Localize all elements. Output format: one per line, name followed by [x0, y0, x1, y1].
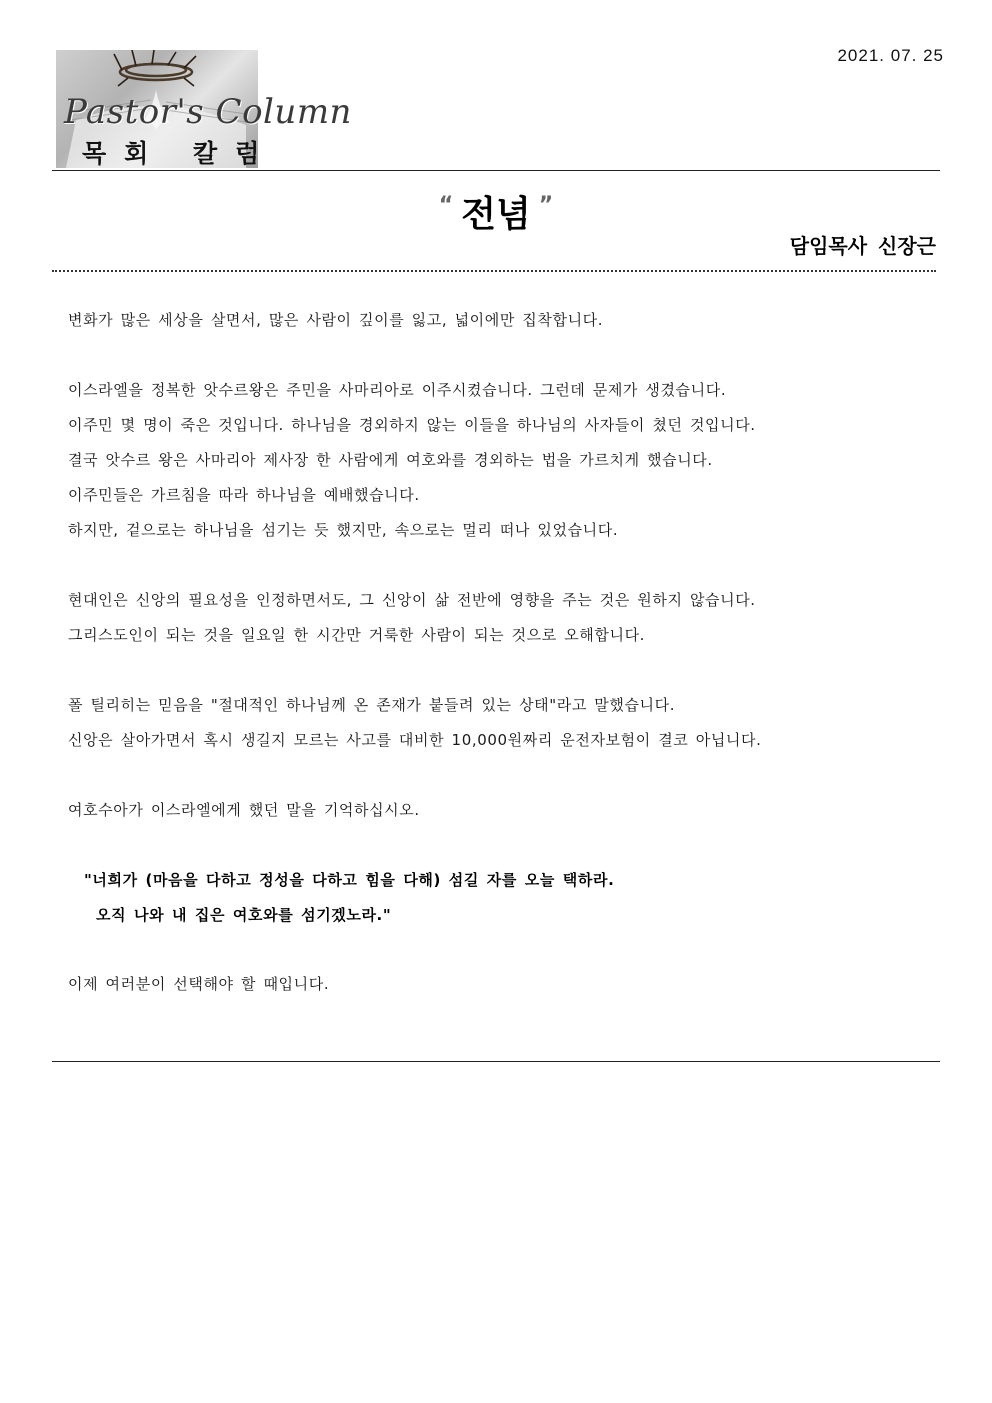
dotted-divider [52, 270, 936, 272]
open-quote: “ [438, 193, 454, 218]
author: 담임목사 신장근 [789, 234, 936, 258]
body-line: 이주민 몇 명이 죽은 것입니다. 하나님을 경외하지 않는 이들을 하나님의 사자들이 쳤던 것입니다. [68, 416, 756, 434]
body-line: 현대인은 신앙의 필요성을 인정하면서도, 그 신앙이 삶 전반에 영향을 주는 것은 원하지 않습니다. [68, 591, 756, 609]
logo-title-en: Pastor's Column [64, 92, 352, 132]
body-line: 하지만, 겉으로는 하나님을 섬기는 듯 했지만, 속으로는 멀리 떠나 있었습니다. [68, 521, 619, 539]
body-line: 폴 틸리히는 믿음을 "절대적인 하나님께 온 존재가 붙들려 있는 상태"라고 말했습니다. [68, 696, 676, 714]
body-line: 신앙은 살아가면서 혹시 생길지 모르는 사고를 대비한 10,000원짜리 운전자보험이 결코 아닙니다. [68, 731, 762, 749]
body-line: 변화가 많은 세상을 살면서, 많은 사람이 깊이를 잃고, 넓이에만 집착합니다. [68, 311, 604, 329]
body-line: 이스라엘을 정복한 앗수르왕은 주민을 사마리아로 이주시켰습니다. 그런데 문제가 생겼습니다. [68, 381, 727, 399]
body-line: 이주민들은 가르침을 따라 하나님을 예배했습니다. [68, 486, 420, 504]
body-line: 그리스도인이 되는 것을 일요일 한 시간만 거룩한 사람이 되는 것으로 오해합니다. [68, 626, 646, 644]
date: 2021. 07. 25 [837, 46, 944, 65]
body-line: 여호수아가 이스라엘에게 했던 말을 기억하십시오. [68, 801, 420, 819]
scripture-quote-line: 오직 나와 내 집은 여호와를 섬기겠노라." [96, 906, 392, 924]
logo-title-ko: 목회 칼럼 [82, 139, 278, 168]
body-line: 이제 여러분이 선택해야 할 때입니다. [68, 975, 330, 993]
title-text: 전념 [461, 194, 531, 235]
header-divider [52, 170, 940, 171]
scripture-quote-line: "너희가 (마음을 다하고 정성을 다하고 힘을 다해) 섬길 자를 오늘 택하라. [84, 871, 615, 889]
close-quote: ” [538, 193, 554, 218]
pastors-column-logo [56, 50, 352, 168]
footer-divider [52, 1061, 940, 1062]
body-line: 결국 앗수르 왕은 사마리아 제사장 한 사람에게 여호와를 경외하는 법을 가르치게 했습니다. [68, 451, 713, 469]
